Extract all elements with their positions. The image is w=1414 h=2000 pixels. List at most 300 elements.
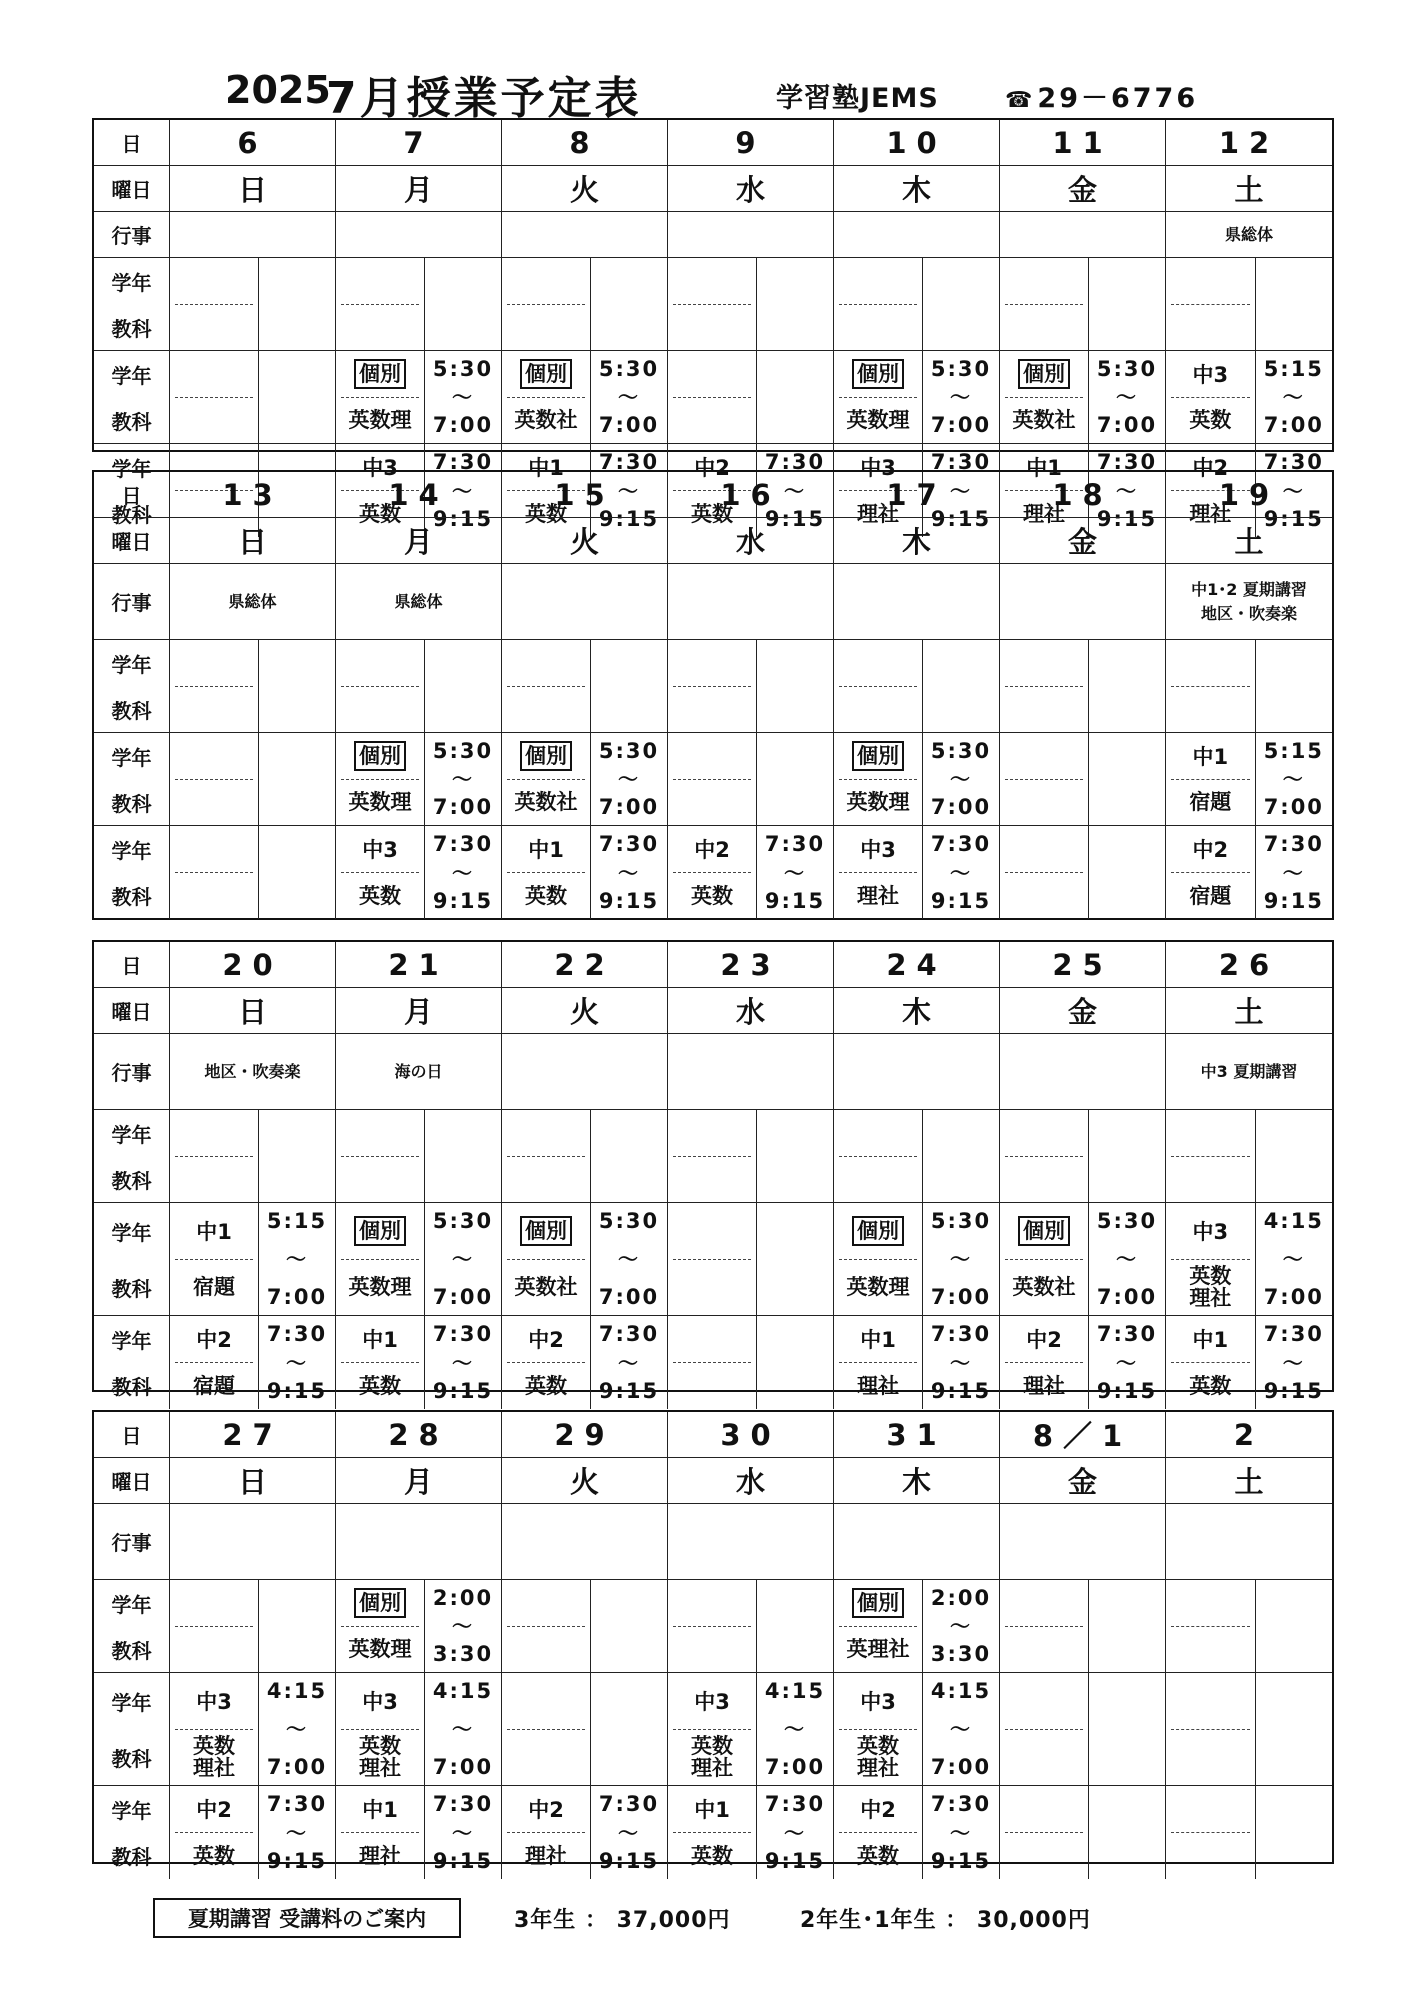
grade <box>175 640 253 687</box>
day-cell <box>834 640 1000 733</box>
subject: 宿題 <box>1189 790 1232 815</box>
weekday: 水 <box>668 166 834 212</box>
subject <box>336 687 424 733</box>
date-number: 22 <box>502 942 668 988</box>
grade <box>1005 1110 1083 1157</box>
subject: 英数 <box>1189 408 1232 433</box>
subject <box>1166 1157 1255 1203</box>
class-slot <box>1000 1316 1165 1409</box>
weekday: 土 <box>1166 518 1332 564</box>
fee-grade3: 3年生 ： 37,000円 <box>514 1908 731 1933</box>
day-cell <box>834 1203 1000 1316</box>
end-time: 9:15 <box>1263 889 1324 913</box>
slot-label <box>94 733 169 825</box>
date-number: 6 <box>170 120 336 166</box>
slot-label <box>94 1316 169 1409</box>
end-time: 7:00 <box>266 1755 328 1779</box>
end-time: 9:15 <box>764 507 826 531</box>
grade: 中1 <box>341 1316 419 1363</box>
grade <box>507 1110 585 1157</box>
subject <box>834 305 922 351</box>
class-slot <box>170 1786 335 1879</box>
subject: 英数 <box>525 1374 568 1398</box>
end-time: 9:15 <box>930 889 992 913</box>
individual-badge: 個別 <box>354 1588 406 1618</box>
weekday: 水 <box>668 1458 834 1504</box>
day-cell <box>170 640 336 733</box>
individual-badge: 個別 <box>852 1216 904 1246</box>
class-slot <box>1000 351 1165 443</box>
time-range <box>425 1110 501 1202</box>
class-slot <box>1000 640 1165 732</box>
individual-badge: 個別 <box>354 741 406 771</box>
grade-subject <box>170 258 259 350</box>
tilde: ～ <box>950 1820 973 1845</box>
row-label <box>94 120 170 166</box>
subject <box>170 1157 258 1203</box>
day-cell <box>502 258 668 351</box>
subject <box>1166 305 1255 351</box>
start-time: 7:30 <box>1263 832 1324 856</box>
tilde: ～ <box>1282 860 1305 885</box>
class-slot <box>336 258 501 350</box>
grade-subject <box>1166 733 1256 825</box>
time-range <box>757 1203 833 1315</box>
subject-label: 教科 <box>111 1276 152 1301</box>
tilde: ～ <box>1282 767 1305 791</box>
subject <box>1000 780 1088 826</box>
phone-icon: ☎ <box>1005 88 1036 113</box>
grade-subject <box>1000 258 1089 350</box>
time-range <box>259 351 335 443</box>
individual-badge: 個別 <box>1018 1216 1070 1246</box>
event-text <box>170 212 336 258</box>
grade: 中2 <box>839 1786 917 1833</box>
weekday: 月 <box>336 518 502 564</box>
date-number: 8／1 <box>1000 1412 1166 1458</box>
individual-badge: 個別 <box>1018 359 1070 389</box>
day-cell <box>336 1580 502 1673</box>
time-range <box>923 1203 999 1315</box>
subject: 理社 <box>857 884 900 908</box>
event-text <box>668 1504 834 1580</box>
grade: 中2 <box>175 1316 253 1363</box>
grade-subject <box>1166 640 1256 732</box>
subject <box>1000 873 1088 919</box>
event-text <box>170 1504 336 1580</box>
grade-subject <box>1166 1203 1256 1315</box>
day-cell <box>170 1110 336 1203</box>
time-range <box>591 351 667 443</box>
start-time: 7:30 <box>266 1792 328 1816</box>
event-text <box>502 1504 668 1580</box>
grade-label: 学年 <box>111 1592 152 1617</box>
grade-subject <box>834 1673 923 1785</box>
phone-value: 29－6776 <box>1037 83 1199 114</box>
end-time: 9:15 <box>266 1849 328 1873</box>
grade-subject <box>834 258 923 350</box>
class-slot <box>1166 1580 1332 1672</box>
grade <box>507 640 585 687</box>
grade <box>673 351 751 398</box>
grade-subject <box>170 351 259 443</box>
grade-subject <box>668 258 757 350</box>
slot-label <box>94 1580 169 1672</box>
tilde: ～ <box>950 1247 973 1271</box>
time-range <box>1256 258 1332 350</box>
day-cell <box>668 351 834 444</box>
event-text: 中3 夏期講習 <box>1166 1034 1332 1110</box>
grade: 中1 <box>839 1316 917 1363</box>
subject <box>336 305 424 351</box>
time-range <box>757 258 833 350</box>
phone-number <box>1005 76 1198 115</box>
grade: 中3 <box>1171 1203 1250 1260</box>
class-slot <box>336 1203 501 1315</box>
grade <box>175 1110 253 1157</box>
grade <box>1005 258 1083 305</box>
subject <box>1000 1157 1088 1203</box>
event-text <box>834 212 1000 258</box>
class-slot <box>170 733 335 825</box>
date-number: 18 <box>1000 472 1166 518</box>
grade-subject <box>668 1316 757 1409</box>
day-cell <box>1166 1110 1332 1203</box>
tilde: ～ <box>950 385 973 409</box>
class-slot <box>834 733 999 825</box>
class-slot <box>1166 1203 1332 1315</box>
end-time: 3:30 <box>432 1642 494 1666</box>
class-slot <box>1166 351 1332 443</box>
grade-subject <box>668 1110 757 1202</box>
individual-badge: 個別 <box>520 741 572 771</box>
grade <box>673 1580 751 1627</box>
event-text <box>668 564 834 640</box>
time-range <box>259 733 335 825</box>
class-slot <box>1166 826 1332 919</box>
day-cell <box>502 826 668 919</box>
tilde: ～ <box>618 767 641 791</box>
page-header <box>0 62 1414 124</box>
time-range <box>757 1786 833 1879</box>
grade <box>1171 1110 1250 1157</box>
subject: 理社 <box>1189 502 1232 526</box>
day-cell <box>336 1673 502 1786</box>
end-time: 7:00 <box>598 795 660 819</box>
end-time: 7:00 <box>432 413 494 437</box>
row-label <box>94 212 170 258</box>
grade-label: 学年 <box>111 1328 152 1353</box>
date-number: 24 <box>834 942 1000 988</box>
date-number: 25 <box>1000 942 1166 988</box>
class-slot <box>668 733 833 825</box>
time-range <box>923 1316 999 1409</box>
slot-label <box>94 258 169 350</box>
time-range <box>1089 351 1165 443</box>
class-slot <box>1000 733 1165 825</box>
time-range <box>923 1580 999 1672</box>
time-range <box>591 1110 667 1202</box>
start-time: 5:30 <box>930 739 992 763</box>
subject: 英数社 <box>1012 1275 1076 1300</box>
subject: 英数 <box>857 1844 900 1868</box>
event-text <box>336 1504 502 1580</box>
time-range <box>757 733 833 825</box>
grade: 中3 <box>341 826 419 873</box>
row-label <box>94 1034 170 1110</box>
class-slot <box>1166 1316 1332 1409</box>
day-cell <box>170 1786 336 1879</box>
weekday: 木 <box>834 1458 1000 1504</box>
class-slot <box>834 1110 999 1202</box>
subject <box>502 1627 590 1673</box>
grade-subject <box>170 733 259 825</box>
class-slot <box>668 1786 833 1879</box>
tilde: ～ <box>1116 478 1139 503</box>
slot-label <box>94 826 169 919</box>
grade <box>1005 1786 1083 1833</box>
weekday: 火 <box>502 988 668 1034</box>
grade <box>1005 351 1083 398</box>
grade-subject <box>834 1786 923 1879</box>
week-grid <box>94 942 1332 1403</box>
grade-subject <box>502 1580 591 1672</box>
grade <box>673 1110 751 1157</box>
time-range <box>591 1673 667 1785</box>
day-cell <box>834 733 1000 826</box>
grade <box>673 733 751 780</box>
grade <box>341 640 419 687</box>
day-cell <box>1166 1580 1332 1673</box>
day-cell <box>834 1316 1000 1409</box>
event-label: 行事 <box>111 1531 152 1555</box>
time-range <box>591 1203 667 1315</box>
date-number: 12 <box>1166 120 1332 166</box>
tilde: ～ <box>452 1717 475 1741</box>
start-time: 5:30 <box>930 357 992 381</box>
event-text <box>502 564 668 640</box>
end-time: 7:00 <box>930 1755 992 1779</box>
time-range <box>1256 826 1332 919</box>
time-range <box>259 1673 335 1785</box>
day-cell <box>1000 351 1166 444</box>
tilde: ～ <box>286 1717 309 1741</box>
grade-subject <box>1000 640 1089 732</box>
day-cell <box>1166 351 1332 444</box>
start-time: 7:30 <box>598 450 660 474</box>
start-time: 2:00 <box>930 1586 992 1610</box>
grade <box>1171 258 1250 305</box>
time-range <box>1256 1673 1332 1785</box>
tilde: ～ <box>950 478 973 503</box>
class-slot <box>1000 1673 1165 1785</box>
weekday: 日 <box>170 988 336 1034</box>
page-title: 7月授業予定表 <box>326 73 642 124</box>
grade-subject <box>170 1316 259 1409</box>
grade-subject <box>668 1203 757 1315</box>
subject: 英数 <box>691 884 734 908</box>
end-time: 9:15 <box>1096 1379 1158 1403</box>
grade-subject <box>1166 1316 1256 1409</box>
week-table <box>92 470 1334 920</box>
class-slot <box>336 733 501 825</box>
grade <box>1005 1580 1083 1627</box>
time-range <box>425 1316 501 1409</box>
class-slot <box>1166 1673 1332 1785</box>
subject: 英数 理社 <box>857 1734 900 1781</box>
class-slot <box>336 826 501 919</box>
subject-label: 教科 <box>111 1638 152 1663</box>
class-slot <box>170 1203 335 1315</box>
tilde: ～ <box>286 1820 309 1845</box>
day-cell <box>1000 1580 1166 1673</box>
grade-subject <box>668 351 757 443</box>
individual-badge: 個別 <box>520 359 572 389</box>
grade <box>1171 1580 1250 1627</box>
start-time: 4:15 <box>1263 1209 1324 1233</box>
day-cell <box>336 640 502 733</box>
subject: 理社 <box>857 1374 900 1398</box>
time-range <box>591 733 667 825</box>
weekday: 金 <box>1000 988 1166 1034</box>
event-text <box>502 1034 668 1110</box>
subject: 英数社 <box>514 1275 578 1300</box>
day-cell <box>170 826 336 919</box>
event-text: 地区・吹奏楽 <box>170 1034 336 1110</box>
grade-subject <box>668 1786 757 1879</box>
end-time: 7:00 <box>432 795 494 819</box>
time-range <box>425 1580 501 1672</box>
subject: 英理社 <box>846 1637 910 1662</box>
individual-badge: 個別 <box>852 741 904 771</box>
day-cell <box>1000 258 1166 351</box>
individual-badge: 個別 <box>852 359 904 389</box>
grade <box>673 640 751 687</box>
date-number: 30 <box>668 1412 834 1458</box>
subject-label: 教科 <box>111 1746 152 1771</box>
start-time: 7:30 <box>1096 450 1158 474</box>
subject <box>170 1627 258 1673</box>
subject <box>502 305 590 351</box>
subject <box>1000 1730 1088 1786</box>
end-time: 9:15 <box>598 1379 660 1403</box>
grade-subject <box>668 1580 757 1672</box>
day-cell <box>834 1580 1000 1673</box>
subject <box>668 1157 756 1203</box>
subject: 英数 <box>525 502 568 526</box>
class-slot <box>668 1110 833 1202</box>
grade-subject <box>502 351 591 443</box>
tilde: ～ <box>950 860 973 885</box>
class-slot <box>834 640 999 732</box>
class-slot <box>1000 1786 1165 1879</box>
time-range <box>591 640 667 732</box>
time-range <box>1256 1580 1332 1672</box>
date-label: 日 <box>121 1424 142 1448</box>
class-slot <box>834 1316 999 1409</box>
end-time: 9:15 <box>764 1849 826 1873</box>
tilde: ～ <box>452 1820 475 1845</box>
row-label <box>94 1316 170 1409</box>
time-range <box>591 1786 667 1879</box>
grade-subject <box>502 258 591 350</box>
week-table <box>92 1410 1334 1873</box>
subject <box>668 398 756 444</box>
time-range <box>757 640 833 732</box>
end-time: 7:00 <box>598 413 660 437</box>
class-slot <box>170 351 335 443</box>
class-slot <box>336 1110 501 1202</box>
grade-subject <box>834 1580 923 1672</box>
end-time: 9:15 <box>598 889 660 913</box>
date-number: 13 <box>170 472 336 518</box>
grade-subject <box>336 640 425 732</box>
subject: 英数社 <box>1012 408 1076 433</box>
grade-subject <box>1000 1786 1089 1879</box>
grade-subject <box>1166 826 1256 919</box>
subject: 英数 <box>691 1844 734 1868</box>
row-label <box>94 518 170 564</box>
class-slot <box>1166 258 1332 350</box>
start-time: 5:30 <box>598 739 660 763</box>
tilde: ～ <box>452 385 475 409</box>
tilde: ～ <box>950 1350 973 1375</box>
time-range <box>425 258 501 350</box>
subject-label: 教科 <box>111 1168 152 1193</box>
tilde: ～ <box>452 478 475 503</box>
end-time: 9:15 <box>930 1849 992 1873</box>
grade: 中1 <box>341 1786 419 1833</box>
grade-label: 学年 <box>111 1122 152 1147</box>
weekday: 火 <box>502 518 668 564</box>
time-range <box>259 1786 335 1879</box>
time-range <box>425 1786 501 1879</box>
start-time: 5:30 <box>598 357 660 381</box>
grade-label: 学年 <box>111 652 152 677</box>
slot-label <box>94 1203 169 1315</box>
day-cell <box>668 1786 834 1879</box>
class-slot <box>502 351 667 443</box>
grade-subject <box>336 1580 425 1672</box>
date-number: 23 <box>668 942 834 988</box>
date-number: 31 <box>834 1412 1000 1458</box>
time-range <box>425 1673 501 1785</box>
time-range <box>1256 1786 1332 1879</box>
subject <box>668 1260 756 1316</box>
grade <box>507 351 585 398</box>
time-range <box>591 1580 667 1672</box>
grade-subject <box>336 1316 425 1409</box>
grade-subject <box>170 640 259 732</box>
grade-subject <box>502 1110 591 1202</box>
subject: 英数社 <box>514 408 578 433</box>
day-cell <box>336 1203 502 1316</box>
grade <box>1171 1673 1250 1730</box>
subject-label: 教科 <box>111 316 152 341</box>
grade: 中2 <box>673 826 751 873</box>
date-number: 16 <box>668 472 834 518</box>
end-time: 7:00 <box>930 413 992 437</box>
tilde: ～ <box>784 478 807 503</box>
time-range <box>1256 1110 1332 1202</box>
day-cell <box>502 733 668 826</box>
weekday: 火 <box>502 166 668 212</box>
grade-subject <box>336 826 425 919</box>
date-number: 15 <box>502 472 668 518</box>
day-cell <box>502 351 668 444</box>
day-cell <box>170 258 336 351</box>
grade-subject <box>834 733 923 825</box>
